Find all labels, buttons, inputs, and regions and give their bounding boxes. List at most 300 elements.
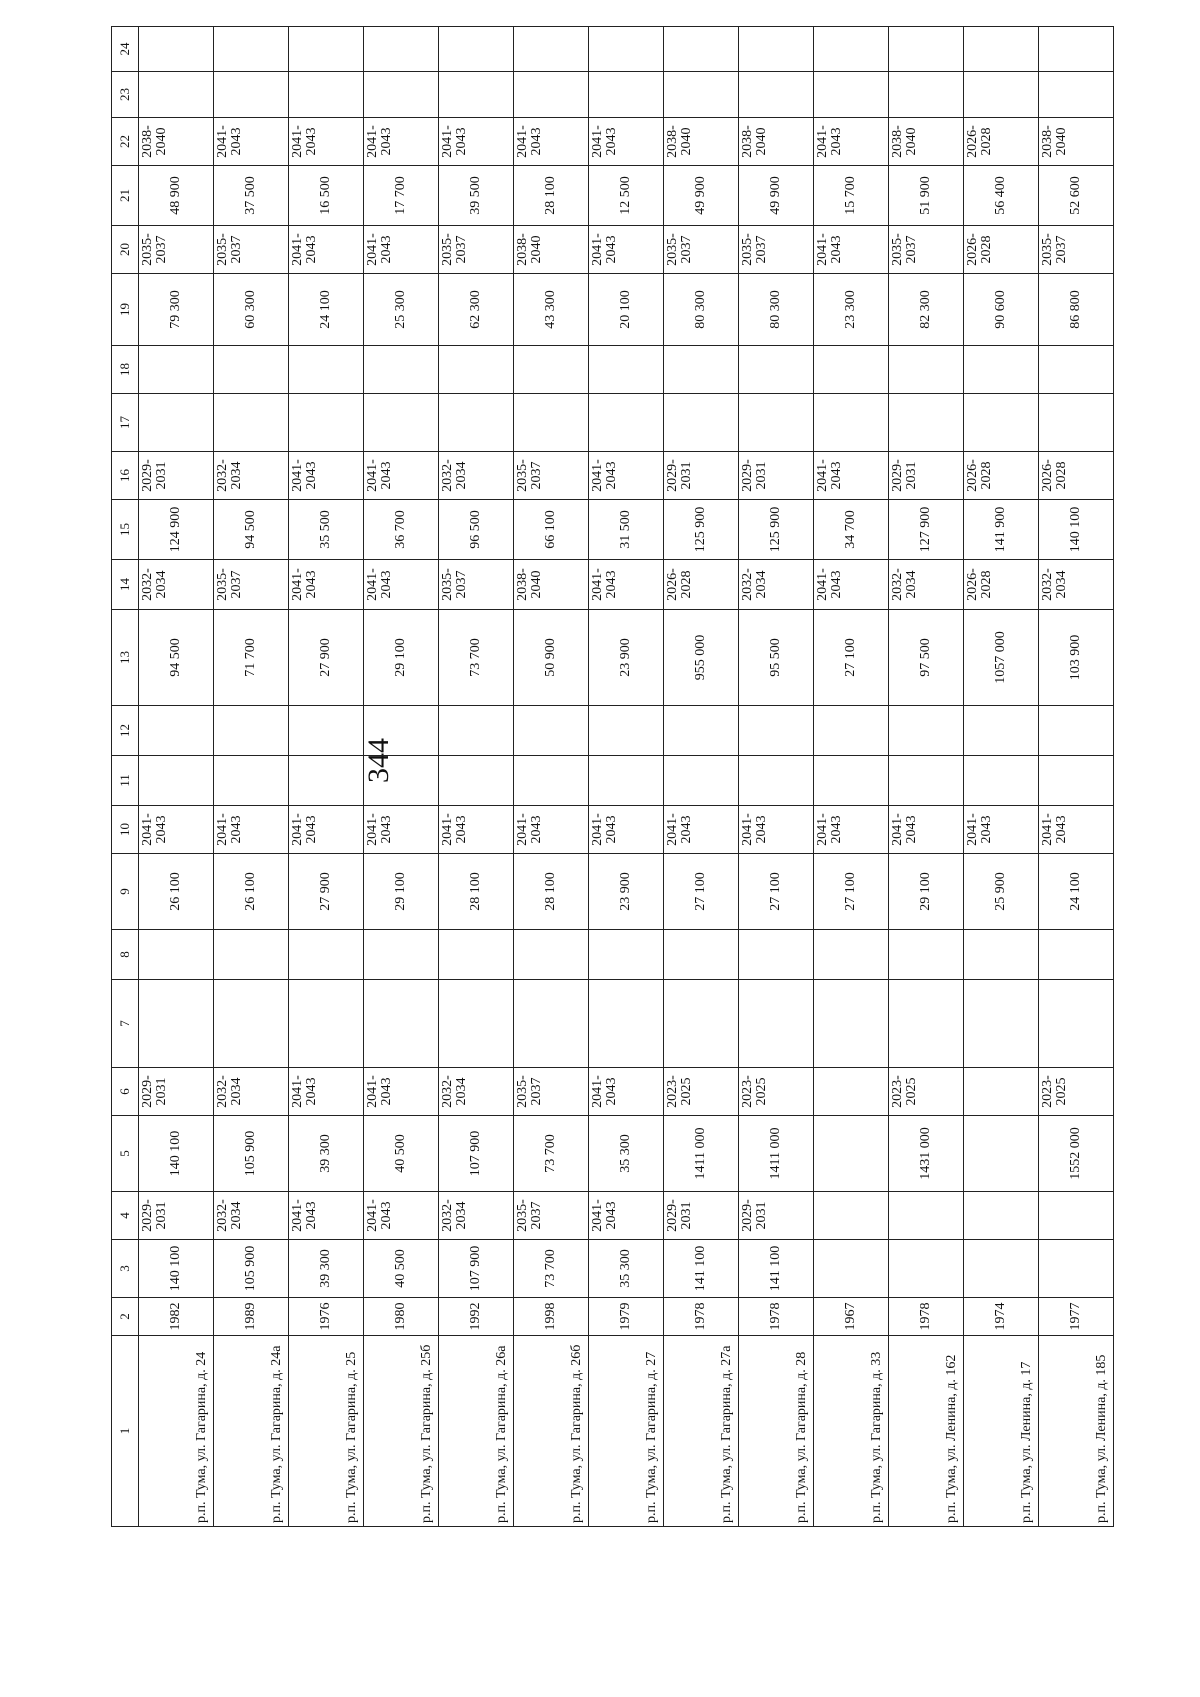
value-cell: 1057 000: [964, 610, 1039, 706]
period-cell: 2029- 2031: [139, 1068, 214, 1116]
value-cell: 24 100: [289, 274, 364, 346]
value-cell: 73 700: [514, 1116, 589, 1192]
value-cell: 25 300: [364, 274, 439, 346]
value-cell: 125 900: [664, 500, 739, 560]
value-cell: [364, 706, 439, 756]
value-cell: [289, 980, 364, 1068]
value-cell: 97 500: [889, 610, 964, 706]
value-cell: 1411 000: [739, 1116, 814, 1192]
period-cell: 2026- 2028: [664, 560, 739, 610]
value-cell: [1039, 394, 1114, 452]
value-cell: 27 900: [289, 854, 364, 930]
column-header: 13: [112, 610, 139, 706]
address-cell: р.п. Тума, ул. Ленина, д. 17: [964, 1336, 1039, 1527]
table-row: [814, 27, 889, 1527]
value-cell: 62 300: [439, 274, 514, 346]
value-cell: [139, 27, 214, 72]
period-cell: 2023- 2025: [889, 1068, 964, 1116]
value-cell: [664, 930, 739, 980]
value-cell: 29 100: [889, 854, 964, 930]
value-cell: [364, 394, 439, 452]
value-cell: 141 900: [964, 500, 1039, 560]
value-cell: 1980: [364, 1298, 439, 1336]
value-cell: 39 300: [289, 1240, 364, 1298]
value-cell: 1411 000: [664, 1116, 739, 1192]
period-cell: 2041- 2043: [139, 806, 214, 854]
period-cell: 2035- 2037: [214, 226, 289, 274]
value-cell: [664, 72, 739, 118]
value-cell: 80 300: [739, 274, 814, 346]
table-row: [364, 27, 439, 1527]
value-cell: 35 500: [289, 500, 364, 560]
value-cell: [739, 346, 814, 394]
value-cell: [439, 930, 514, 980]
value-cell: [514, 930, 589, 980]
address-cell: р.п. Тума, ул. Гагарина, д. 26б: [514, 1336, 589, 1527]
period-cell: 2041- 2043: [289, 118, 364, 166]
value-cell: 43 300: [514, 274, 589, 346]
column-header: 4: [112, 1192, 139, 1240]
period-cell: 2041- 2043: [739, 806, 814, 854]
period-cell: 2041- 2043: [289, 226, 364, 274]
period-cell: 2035- 2037: [514, 1068, 589, 1116]
value-cell: [514, 756, 589, 806]
value-cell: [1039, 980, 1114, 1068]
column-header: 9: [112, 854, 139, 930]
value-cell: 90 600: [964, 274, 1039, 346]
address-cell: р.п. Тума, ул. Гагарина, д. 24: [139, 1336, 214, 1527]
period-cell: 2041- 2043: [589, 1068, 664, 1116]
value-cell: [739, 756, 814, 806]
period-cell: 2041- 2043: [364, 118, 439, 166]
column-header: 21: [112, 166, 139, 226]
value-cell: [964, 346, 1039, 394]
period-cell: 2035- 2037: [1039, 226, 1114, 274]
period-cell: 2035- 2037: [139, 226, 214, 274]
value-cell: 23 900: [589, 610, 664, 706]
value-cell: [739, 930, 814, 980]
period-cell: 2041- 2043: [589, 118, 664, 166]
period-cell: 2041- 2043: [364, 806, 439, 854]
value-cell: 86 800: [1039, 274, 1114, 346]
value-cell: 71 700: [214, 610, 289, 706]
address-cell: р.п. Тума, ул. Гагарина, д. 25б: [364, 1336, 439, 1527]
value-cell: 1974: [964, 1298, 1039, 1336]
value-cell: 107 900: [439, 1240, 514, 1298]
column-header: 20: [112, 226, 139, 274]
period-cell: 2041- 2043: [289, 560, 364, 610]
column-header: 23: [112, 72, 139, 118]
period-cell: 2038- 2040: [139, 118, 214, 166]
value-cell: [139, 346, 214, 394]
table-row: [664, 27, 739, 1527]
period-cell: 2041- 2043: [364, 452, 439, 500]
value-cell: [139, 394, 214, 452]
value-cell: 20 100: [589, 274, 664, 346]
period-cell: 2035- 2037: [889, 226, 964, 274]
value-cell: 29 100: [364, 610, 439, 706]
value-cell: [814, 1192, 889, 1240]
period-cell: 2041- 2043: [289, 452, 364, 500]
value-cell: 31 500: [589, 500, 664, 560]
value-cell: [814, 346, 889, 394]
value-cell: 16 500: [289, 166, 364, 226]
value-cell: [814, 980, 889, 1068]
table-row: [514, 27, 589, 1527]
value-cell: [214, 930, 289, 980]
value-cell: [664, 346, 739, 394]
column-header: 1: [112, 1336, 139, 1527]
value-cell: 79 300: [139, 274, 214, 346]
period-cell: 2041- 2043: [364, 560, 439, 610]
value-cell: [1039, 930, 1114, 980]
value-cell: [814, 27, 889, 72]
value-cell: 140 100: [139, 1240, 214, 1298]
value-cell: [364, 756, 439, 806]
value-cell: 1977: [1039, 1298, 1114, 1336]
period-cell: 2041- 2043: [1039, 806, 1114, 854]
column-header: 5: [112, 1116, 139, 1192]
value-cell: 27 100: [739, 854, 814, 930]
column-header: 3: [112, 1240, 139, 1298]
period-cell: 2041- 2043: [814, 118, 889, 166]
value-cell: [889, 756, 964, 806]
table-body: [112, 27, 1114, 1527]
value-cell: 50 900: [514, 610, 589, 706]
column-header: 15: [112, 500, 139, 560]
value-cell: 141 100: [739, 1240, 814, 1298]
value-cell: 52 600: [1039, 166, 1114, 226]
value-cell: 95 500: [739, 610, 814, 706]
period-cell: 2029- 2031: [889, 452, 964, 500]
period-cell: 2041- 2043: [889, 806, 964, 854]
value-cell: 34 700: [814, 500, 889, 560]
period-cell: 2032- 2034: [439, 1192, 514, 1240]
value-cell: 26 100: [139, 854, 214, 930]
value-cell: 48 900: [139, 166, 214, 226]
value-cell: [1039, 72, 1114, 118]
value-cell: 1989: [214, 1298, 289, 1336]
value-cell: [589, 346, 664, 394]
period-cell: 2041- 2043: [214, 118, 289, 166]
value-cell: 103 900: [1039, 610, 1114, 706]
value-cell: [664, 706, 739, 756]
value-cell: 27 100: [814, 610, 889, 706]
period-cell: 2035- 2037: [664, 226, 739, 274]
value-cell: 1976: [289, 1298, 364, 1336]
period-cell: 2029- 2031: [739, 1192, 814, 1240]
value-cell: 37 500: [214, 166, 289, 226]
period-cell: 2041- 2043: [589, 560, 664, 610]
value-cell: [889, 980, 964, 1068]
value-cell: [964, 1068, 1039, 1116]
period-cell: 2032- 2034: [439, 1068, 514, 1116]
period-cell: 2029- 2031: [664, 452, 739, 500]
value-cell: [814, 394, 889, 452]
value-cell: [964, 27, 1039, 72]
value-cell: [889, 346, 964, 394]
value-cell: [1039, 1192, 1114, 1240]
table-row: [139, 27, 214, 1527]
value-cell: 25 900: [964, 854, 1039, 930]
period-cell: 2041- 2043: [814, 452, 889, 500]
period-cell: 2041- 2043: [814, 806, 889, 854]
value-cell: 39 300: [289, 1116, 364, 1192]
value-cell: [439, 72, 514, 118]
value-cell: [214, 27, 289, 72]
value-cell: [1039, 706, 1114, 756]
period-cell: 2026- 2028: [1039, 452, 1114, 500]
period-cell: 2041- 2043: [289, 1068, 364, 1116]
value-cell: [139, 756, 214, 806]
value-cell: [664, 394, 739, 452]
value-cell: 28 100: [439, 854, 514, 930]
value-cell: [964, 706, 1039, 756]
address-cell: р.п. Тума, ул. Ленина, д. 162: [889, 1336, 964, 1527]
period-cell: 2023- 2025: [1039, 1068, 1114, 1116]
column-header: 24: [112, 27, 139, 72]
table-row: [739, 27, 814, 1527]
period-cell: 2026- 2028: [964, 560, 1039, 610]
value-cell: 28 100: [514, 854, 589, 930]
value-cell: [439, 980, 514, 1068]
value-cell: 1978: [664, 1298, 739, 1336]
table-row: [589, 27, 664, 1527]
value-cell: [289, 756, 364, 806]
value-cell: 94 500: [214, 500, 289, 560]
period-cell: 2032- 2034: [739, 560, 814, 610]
period-cell: 2026- 2028: [964, 226, 1039, 274]
value-cell: [964, 1116, 1039, 1192]
period-cell: 2029- 2031: [739, 452, 814, 500]
value-cell: [214, 980, 289, 1068]
value-cell: 82 300: [889, 274, 964, 346]
period-cell: 2026- 2028: [964, 118, 1039, 166]
column-header: 10: [112, 806, 139, 854]
page-number: 344: [362, 738, 395, 783]
period-cell: 2038- 2040: [514, 226, 589, 274]
period-cell: 2032- 2034: [139, 560, 214, 610]
value-cell: 105 900: [214, 1240, 289, 1298]
value-cell: 40 500: [364, 1240, 439, 1298]
period-cell: 2038- 2040: [664, 118, 739, 166]
value-cell: 1967: [814, 1298, 889, 1336]
value-cell: [139, 706, 214, 756]
value-cell: 1998: [514, 1298, 589, 1336]
period-cell: 2041- 2043: [814, 560, 889, 610]
value-cell: 24 100: [1039, 854, 1114, 930]
address-cell: р.п. Тума, ул. Гагарина, д. 26а: [439, 1336, 514, 1527]
value-cell: 23 300: [814, 274, 889, 346]
period-cell: 2032- 2034: [1039, 560, 1114, 610]
period-cell: 2041- 2043: [589, 1192, 664, 1240]
value-cell: [1039, 756, 1114, 806]
value-cell: [739, 394, 814, 452]
period-cell: 2041- 2043: [364, 1068, 439, 1116]
period-cell: 2026- 2028: [964, 452, 1039, 500]
value-cell: 1992: [439, 1298, 514, 1336]
value-cell: 955 000: [664, 610, 739, 706]
period-cell: 2038- 2040: [889, 118, 964, 166]
value-cell: [514, 346, 589, 394]
period-cell: 2041- 2043: [589, 806, 664, 854]
value-cell: [289, 72, 364, 118]
period-cell: 2035- 2037: [514, 1192, 589, 1240]
period-cell: 2041- 2043: [439, 806, 514, 854]
value-cell: [589, 394, 664, 452]
address-cell: р.п. Тума, ул. Гагарина, д. 27: [589, 1336, 664, 1527]
value-cell: 39 500: [439, 166, 514, 226]
value-cell: 105 900: [214, 1116, 289, 1192]
period-cell: 2041- 2043: [364, 1192, 439, 1240]
value-cell: [589, 72, 664, 118]
value-cell: 66 100: [514, 500, 589, 560]
value-cell: [664, 980, 739, 1068]
value-cell: 15 700: [814, 166, 889, 226]
value-cell: [889, 1192, 964, 1240]
value-cell: [514, 980, 589, 1068]
value-cell: [814, 706, 889, 756]
value-cell: 23 900: [589, 854, 664, 930]
period-cell: 2041- 2043: [589, 226, 664, 274]
value-cell: [289, 706, 364, 756]
value-cell: [889, 930, 964, 980]
value-cell: 60 300: [214, 274, 289, 346]
period-cell: 2035- 2037: [439, 560, 514, 610]
value-cell: [739, 72, 814, 118]
value-cell: 1431 000: [889, 1116, 964, 1192]
period-cell: 2038- 2040: [1039, 118, 1114, 166]
period-cell: 2029- 2031: [139, 452, 214, 500]
table-row: [964, 27, 1039, 1527]
period-cell: 2041- 2043: [289, 806, 364, 854]
period-cell: 2041- 2043: [589, 452, 664, 500]
value-cell: [439, 756, 514, 806]
value-cell: 107 900: [439, 1116, 514, 1192]
value-cell: [814, 1240, 889, 1298]
value-cell: [814, 930, 889, 980]
period-cell: 2041- 2043: [814, 226, 889, 274]
table-row: [289, 27, 364, 1527]
value-cell: [739, 980, 814, 1068]
value-cell: [664, 27, 739, 72]
period-cell: 2023- 2025: [664, 1068, 739, 1116]
value-cell: [214, 72, 289, 118]
value-cell: 127 900: [889, 500, 964, 560]
value-cell: 28 100: [514, 166, 589, 226]
value-cell: [514, 27, 589, 72]
value-cell: 94 500: [139, 610, 214, 706]
value-cell: [139, 72, 214, 118]
value-cell: [214, 394, 289, 452]
value-cell: [889, 706, 964, 756]
period-cell: 2032- 2034: [214, 1068, 289, 1116]
value-cell: 124 900: [139, 500, 214, 560]
period-cell: 2041- 2043: [364, 226, 439, 274]
value-cell: 35 300: [589, 1116, 664, 1192]
value-cell: 96 500: [439, 500, 514, 560]
value-cell: [439, 706, 514, 756]
value-cell: [289, 27, 364, 72]
value-cell: [364, 930, 439, 980]
value-cell: 27 100: [814, 854, 889, 930]
value-cell: [889, 1240, 964, 1298]
table-row: [889, 27, 964, 1527]
value-cell: [589, 706, 664, 756]
value-cell: [289, 394, 364, 452]
address-cell: р.п. Тума, ул. Гагарина, д. 24а: [214, 1336, 289, 1527]
value-cell: [439, 394, 514, 452]
column-header: 2: [112, 1298, 139, 1336]
rotated-table-container: [111, 42, 1109, 1527]
value-cell: [214, 756, 289, 806]
value-cell: 12 500: [589, 166, 664, 226]
column-header: 22: [112, 118, 139, 166]
period-cell: 2035- 2037: [514, 452, 589, 500]
value-cell: [589, 27, 664, 72]
value-cell: [964, 756, 1039, 806]
value-cell: [814, 756, 889, 806]
column-header: 18: [112, 346, 139, 394]
period-cell: 2041- 2043: [439, 118, 514, 166]
period-cell: 2041- 2043: [514, 118, 589, 166]
value-cell: [439, 27, 514, 72]
period-cell: 2032- 2034: [889, 560, 964, 610]
period-cell: 2032- 2034: [214, 452, 289, 500]
column-header: 6: [112, 1068, 139, 1116]
value-cell: [664, 756, 739, 806]
value-cell: 80 300: [664, 274, 739, 346]
period-cell: 2038- 2040: [739, 118, 814, 166]
value-cell: [589, 930, 664, 980]
value-cell: 56 400: [964, 166, 1039, 226]
value-cell: 1552 000: [1039, 1116, 1114, 1192]
period-cell: 2035- 2037: [214, 560, 289, 610]
value-cell: [814, 1068, 889, 1116]
value-cell: 140 100: [1039, 500, 1114, 560]
value-cell: [889, 27, 964, 72]
period-cell: 2041- 2043: [289, 1192, 364, 1240]
table-row: [214, 27, 289, 1527]
address-cell: р.п. Тума, ул. Гагарина, д. 27а: [664, 1336, 739, 1527]
period-cell: 2032- 2034: [214, 1192, 289, 1240]
column-header: 8: [112, 930, 139, 980]
value-cell: 1982: [139, 1298, 214, 1336]
period-cell: 2041- 2043: [214, 806, 289, 854]
capital-repair-table: [111, 26, 1114, 1527]
value-cell: [1039, 346, 1114, 394]
value-cell: [739, 706, 814, 756]
column-header: 14: [112, 560, 139, 610]
value-cell: 49 900: [739, 166, 814, 226]
value-cell: [964, 72, 1039, 118]
value-cell: 51 900: [889, 166, 964, 226]
value-cell: [589, 756, 664, 806]
column-header: 19: [112, 274, 139, 346]
value-cell: 1979: [589, 1298, 664, 1336]
value-cell: [364, 346, 439, 394]
column-header: 12: [112, 706, 139, 756]
address-cell: р.п. Тума, ул. Гагарина, д. 28: [739, 1336, 814, 1527]
value-cell: [964, 394, 1039, 452]
period-cell: 2035- 2037: [439, 226, 514, 274]
period-cell: 2035- 2037: [739, 226, 814, 274]
value-cell: [514, 394, 589, 452]
period-cell: 2041- 2043: [964, 806, 1039, 854]
column-header: 11: [112, 756, 139, 806]
value-cell: [814, 1116, 889, 1192]
value-cell: [889, 72, 964, 118]
